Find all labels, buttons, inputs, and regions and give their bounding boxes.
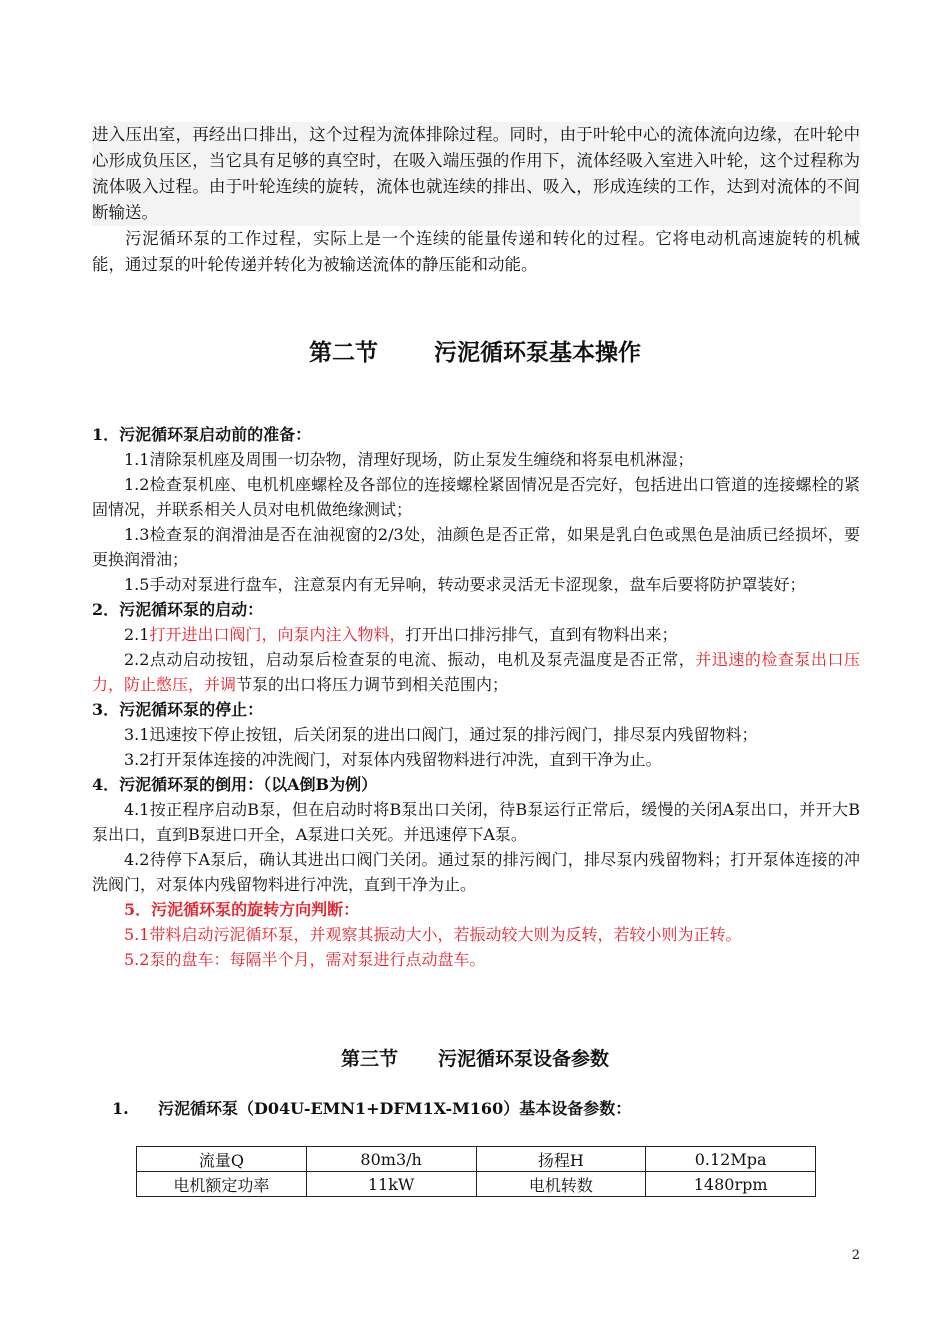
ops-step-5-2: 5.2泵的盘车：每隔半个月，需对泵进行点动盘车。: [124, 950, 486, 969]
ops-step-2-1-highlight: 打开进出口阀门，向泵内注入物料，: [149, 625, 406, 644]
section-2-heading: [0, 334, 950, 367]
ops-step-4-2: 4.2待停下A泵后，确认其进出口阀门关闭。通过泵的排污阀门，排尽泵内残留物料；打开泵体连接的冲洗阀门，对泵体内残留物料进行冲洗，直到干净为止。: [92, 850, 860, 894]
table-row: [137, 1147, 816, 1172]
ops-step-3-2: 3.2打开泵体连接的冲洗阀门，对泵体内残留物料进行冲洗，直到干净为止。: [124, 750, 662, 769]
ops-step-1-3: 1.3检查泵的润滑油是否在油视窗的2/3处，油颜色是否正常，如果是乳白色或黑色是油质已经损坏，要更换润滑油；: [92, 525, 860, 569]
table-row: [137, 1172, 816, 1197]
ops-step-2-2-start: 2.2点动启动按钮，启动泵后检查泵的电流、振动，电机及泵壳温度是否正常，: [124, 650, 696, 669]
ops-step-2-1-num: 2.1: [124, 625, 150, 644]
table-cell: 扬程H: [476, 1147, 646, 1172]
table-cell: 流量Q: [137, 1147, 307, 1172]
params-table: [136, 1146, 816, 1197]
params-heading-text: 污泥循环泵（D04U-EMN1+DFM1X-M160）基本设备参数：: [158, 1099, 632, 1118]
intro-paragraph-1: 进入压出室，再经出口排出，这个过程为流体排除过程。同时，由于叶轮中心的流体流向边缘，在叶轮中心形成负压区，当它具有足够的真空时，在吸入端压强的作用下，流体经吸入室进入叶轮，这个过程称为流体吸入过程。由于叶轮连续的旋转，流体也就连续的排出、吸入，形成连续的工作，达到对流体的不间断输送。: [92, 122, 860, 226]
ops-step-3-title: 3．污泥循环泵的停止：: [92, 700, 264, 719]
params-heading-number: 1.: [112, 1099, 129, 1118]
ops-step-5-title: 5．污泥循环泵的旋转方向判断：: [124, 900, 360, 919]
ops-step-3-1: 3.1迅速按下停止按钮，后关闭泵的进出口阀门，通过泵的排污阀门，排尽泵内残留物料；: [124, 725, 758, 744]
section-3-heading: [0, 1044, 950, 1071]
ops-step-1-1: 1.1清除泵机座及周围一切杂物，清理好现场，防止泵发生缠绕和将泵电机淋湿；: [124, 450, 694, 469]
ops-step-5-1: 5.1带料启动污泥循环泵，并观察其振动大小，若振动较大则为反转，若较小则为正转。: [124, 925, 742, 944]
intro-paragraph-2: 污泥循环泵的工作过程，实际上是一个连续的能量传递和转化的过程。它将电动机高速旋转的机械能，通过泵的叶轮传递并转化为被输送流体的静压能和动能。: [92, 229, 860, 274]
ops-step-2-2-rest: 节泵的出口将压力调节到相关范围内；: [236, 675, 509, 694]
section-2-title: 污泥循环泵基本操作: [434, 339, 641, 366]
ops-step-4-1: 4.1按正程序启动B泵，但在启动时将B泵出口关闭，待B泵运行正常后，缓慢的关闭A泵出口，并开大B泵出口，直到B泵进口开全，A泵进口关死。并迅速停下A泵。: [92, 800, 860, 844]
ops-step-2-2-highlight: 并迅速的检查泵出口压力，防止憋压，并调: [92, 650, 860, 694]
table-cell: 电机转数: [476, 1172, 646, 1197]
ops-step-2-title: 2．污泥循环泵的启动：: [92, 600, 264, 619]
ops-step-4-title: 4．污泥循环泵的倒用：（以A倒B为例）: [92, 775, 378, 794]
page-number: 2: [851, 1248, 860, 1263]
ops-step-1-5: 1.5手动对泵进行盘车，注意泵内有无异响，转动要求灵活无卡涩现象，盘车后要将防护罩装好；: [124, 575, 806, 594]
table-cell: 0.12Mpa: [646, 1147, 816, 1172]
ops-step-2-1: [92, 622, 860, 647]
operations-list: [92, 422, 860, 972]
ops-step-1-title: 1．污泥循环泵启动前的准备：: [92, 425, 312, 444]
section-3-number: 第三节: [340, 1048, 398, 1070]
section-2-number: 第二节: [309, 339, 378, 366]
table-cell: 1480rpm: [646, 1172, 816, 1197]
ops-step-1-2: 1.2检查泵机座、电机机座螺栓及各部位的连接螺栓紧固情况是否完好，包括进出口管道的连接螺栓的紧固情况，并联系相关人员对电机做绝缘测试；: [92, 475, 860, 519]
ops-step-2-2: [92, 647, 860, 697]
params-heading: [112, 1096, 631, 1119]
section-3-title: 污泥循环泵设备参数: [438, 1048, 610, 1070]
table-cell: 电机额定功率: [137, 1172, 307, 1197]
ops-step-2-1-rest: 打开出口排污排气，直到有物料出来；: [405, 625, 678, 644]
table-cell: 11kW: [306, 1172, 476, 1197]
table-cell: 80m3/h: [306, 1147, 476, 1172]
